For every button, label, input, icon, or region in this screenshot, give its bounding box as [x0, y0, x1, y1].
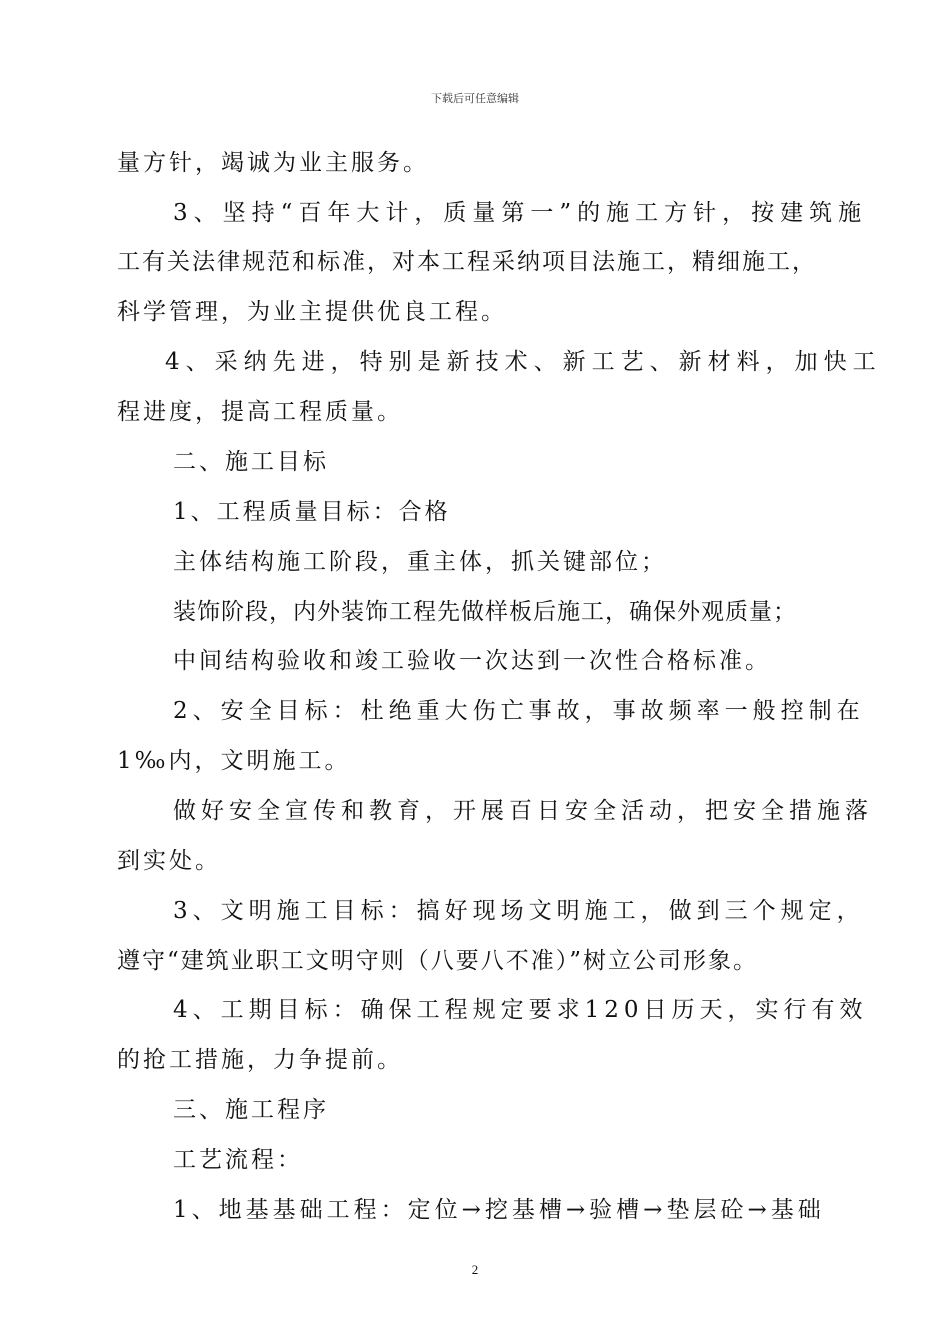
text-line: 到实处。: [117, 848, 221, 874]
text-line: 科学管理，为业主提供优良工程。: [117, 299, 507, 325]
section-heading: 二、施工目标: [173, 449, 329, 475]
text-line: 程进度，提高工程质量。: [117, 399, 403, 425]
text-line: 4、工期目标：确保工程规定要求120日历天，实行有效: [173, 997, 868, 1023]
text-line: 1、工程质量目标：合格: [173, 499, 451, 525]
text-line: 主体结构施工阶段，重主体，抓关键部位；: [173, 549, 667, 575]
text-line: 3、文明施工目标：搞好现场文明施工，做到三个规定，: [173, 898, 865, 924]
text-line: 工艺流程：: [173, 1147, 303, 1173]
text-line: 4、采纳先进，特别是新技术、新工艺、新材料，加快工: [165, 349, 882, 375]
text-line: 3、坚持“百年大计，质量第一”的施工方针，按建筑施: [173, 200, 868, 226]
text-line: 1‰内，文明施工。: [117, 748, 351, 774]
text-line: 装饰阶段，内外装饰工程先做样板后施工，确保外观质量；: [173, 599, 797, 625]
text-line: 量方针，竭诚为业主服务。: [117, 150, 429, 176]
text-line: 2、安全目标：杜绝重大伤亡事故，事故频率一般控制在: [173, 698, 865, 724]
section-heading: 三、施工程序: [173, 1097, 329, 1123]
text-line: 1、地基基础工程：定位→挖基槽→验槽→垫层砼→基础: [173, 1197, 825, 1223]
text-line: 遵守“建筑业职工文明守则（八要八不准）”树立公司形象。: [117, 948, 759, 974]
text-line: 中间结构验收和竣工验收一次达到一次性合格标准。: [173, 648, 771, 674]
page-header: 下载后可任意编辑: [431, 92, 519, 105]
text-line: 做好安全宣传和教育，开展百日安全活动，把安全措施落: [173, 798, 873, 824]
page-number: 2: [471, 1262, 479, 1277]
text-line: 工有关法律规范和标准，对本工程采纳项目法施工，精细施工，: [117, 249, 817, 275]
text-line: 的抢工措施，力争提前。: [117, 1047, 403, 1073]
